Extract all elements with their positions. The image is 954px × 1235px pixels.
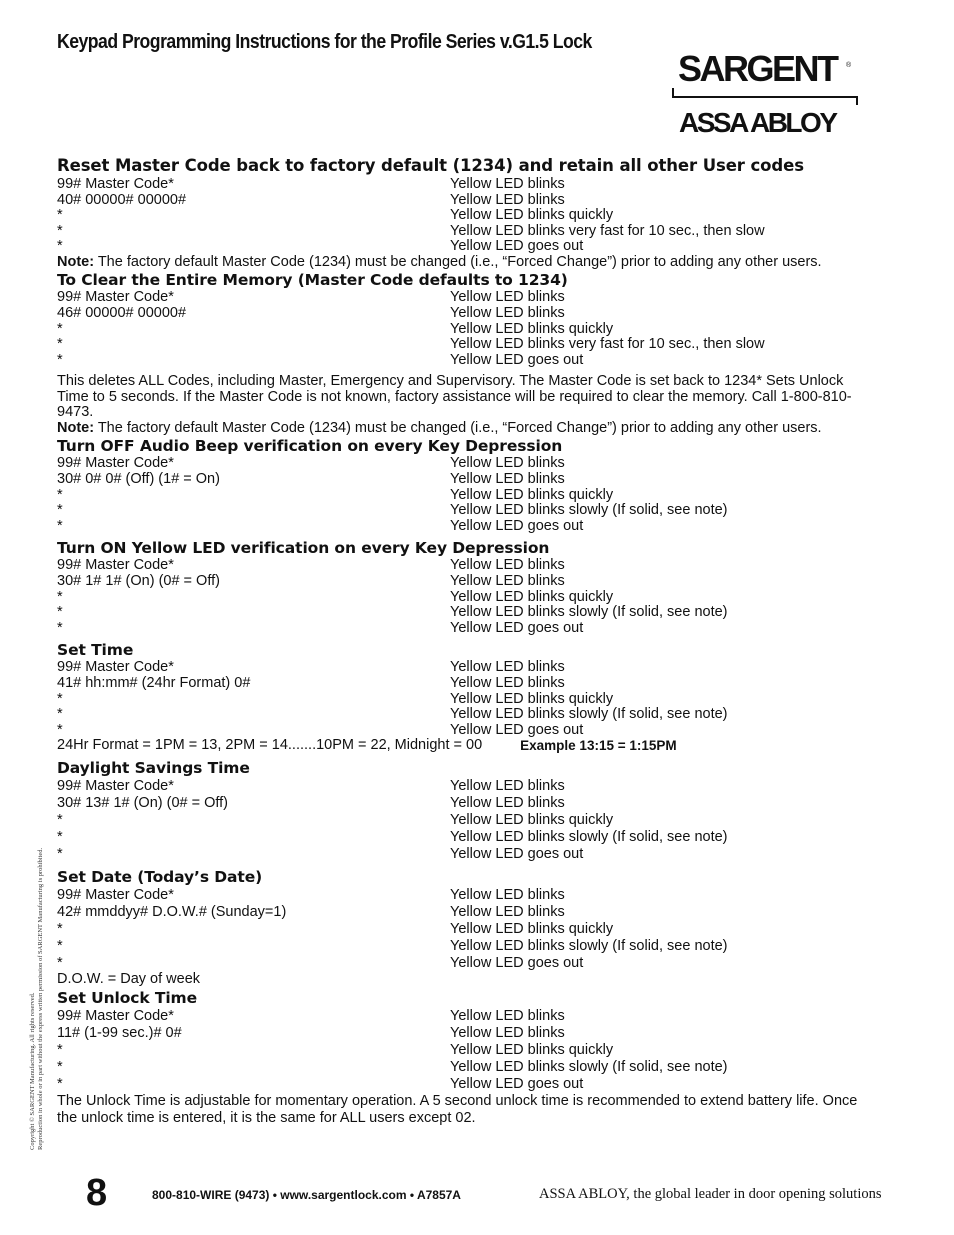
step-result: Yellow LED goes out <box>450 721 584 738</box>
step-result: Yellow LED blinks <box>450 794 565 811</box>
step-key: * <box>57 828 63 845</box>
step-key: * <box>57 502 63 519</box>
step-row <box>57 353 877 369</box>
step-row <box>57 239 877 255</box>
step-row <box>57 812 877 829</box>
section-title: Daylight Savings Time <box>57 758 250 777</box>
step-key: * <box>57 238 63 255</box>
step-result: Yellow LED goes out <box>450 238 584 255</box>
step-key: 30# 0# 0# (Off) (1# = On) <box>57 471 220 488</box>
step-result: Yellow LED blinks quickly <box>450 1041 614 1058</box>
step-row <box>57 955 877 972</box>
section-title: Turn OFF Audio Beep verification on every Key Depression <box>57 437 563 456</box>
step-row <box>57 1059 877 1076</box>
step-row <box>57 778 877 795</box>
step-row <box>57 829 877 846</box>
step-result: Yellow LED blinks quickly <box>450 486 614 503</box>
note <box>57 421 877 437</box>
step-key: * <box>57 920 63 937</box>
step-row <box>57 306 877 322</box>
step-key: 40# 00000# 00000# <box>57 191 187 208</box>
step-result: Yellow LED blinks quickly <box>450 811 614 828</box>
step-row <box>57 558 877 574</box>
section-title: To Clear the Entire Memory (Master Code defaults to 1234) <box>57 271 568 290</box>
step-result: Yellow LED goes out <box>450 619 584 636</box>
footer-slogan: ASSA ABLOY, the global leader in door opening solutions <box>539 1186 882 1202</box>
step-row <box>57 574 877 590</box>
step-row <box>57 519 877 535</box>
step-result: Yellow LED blinks slowly (If solid, see note) <box>450 604 728 621</box>
note-text: The factory default Master Code (1234) must be changed (i.e., “Forced Change”) prior to adding any other users. <box>94 419 822 436</box>
step-key: 99# Master Code* <box>57 289 174 306</box>
step-result: Yellow LED blinks very fast for 10 sec., then slow <box>450 222 765 239</box>
step-list <box>57 1008 877 1093</box>
step-key: 99# Master Code* <box>57 176 174 192</box>
step-row <box>57 488 877 504</box>
step-row <box>57 846 877 863</box>
note-label: Note: <box>57 419 95 436</box>
step-key: 30# 1# 1# (On) (0# = Off) <box>57 573 220 589</box>
step-key: * <box>57 811 63 828</box>
dow-note <box>57 972 877 988</box>
note-text: The factory default Master Code (1234) must be changed (i.e., “Forced Change”) prior to adding any other users. <box>94 253 822 270</box>
step-result: Yellow LED goes out <box>450 351 584 368</box>
step-row <box>57 224 877 240</box>
step-key: * <box>57 1041 63 1058</box>
step-result: Yellow LED blinks <box>450 471 565 488</box>
reproduction-line: Reproduction in whole or in part without the express written permission of SARGENT Manufacturing is prohibited. <box>37 847 44 1150</box>
step-row <box>57 322 877 338</box>
step-result: Yellow LED goes out <box>450 517 584 534</box>
step-row <box>57 1076 877 1093</box>
step-result: Yellow LED blinks slowly (If solid, see note) <box>450 1058 728 1075</box>
step-key: 99# Master Code* <box>57 1007 174 1024</box>
step-result: Yellow LED blinks slowly (If solid, see note) <box>450 937 728 954</box>
step-row <box>57 290 877 306</box>
step-list <box>57 290 877 368</box>
step-result: Yellow LED blinks slowly (If solid, see note) <box>450 502 728 519</box>
step-key: * <box>57 588 63 605</box>
step-key: * <box>57 604 63 621</box>
footer-contact: 800-810-WIRE (9473) • www.sargentlock.com • A7857A <box>152 1188 461 1202</box>
step-key: * <box>57 690 63 707</box>
step-row <box>57 1025 877 1042</box>
step-key: * <box>57 351 63 368</box>
step-key: 99# Master Code* <box>57 455 174 472</box>
step-key: * <box>57 706 63 723</box>
step-result: Yellow LED blinks quickly <box>450 920 614 937</box>
section-title: Set Date (Today’s Date) <box>57 867 263 886</box>
copyright-line: Copyright © SARGENT Manufacturing. All rights reserved. <box>29 992 36 1150</box>
step-row <box>57 904 877 921</box>
step-row <box>57 921 877 938</box>
step-row <box>57 795 877 812</box>
step-row <box>57 456 877 472</box>
section-title: Set Time <box>57 641 134 660</box>
step-key: * <box>57 845 63 862</box>
step-key: * <box>57 320 63 337</box>
registered-mark: ® <box>846 62 852 69</box>
step-result: Yellow LED blinks <box>450 886 565 903</box>
note-label: Note: <box>57 253 95 270</box>
step-row <box>57 660 877 676</box>
step-result: Yellow LED blinks <box>450 1024 565 1041</box>
step-key: * <box>57 336 63 353</box>
step-row <box>57 938 877 955</box>
time-format-text: 24Hr Format = 1PM = 13, 2PM = 14.......10PM = 22, Midnight = 00 <box>57 737 483 754</box>
time-example: Example 13:15 = 1:15PM <box>520 738 677 754</box>
page-number: 8 <box>86 1172 108 1214</box>
step-list <box>57 660 877 738</box>
step-result: Yellow LED blinks <box>450 557 565 574</box>
step-key: * <box>57 937 63 954</box>
step-row <box>57 590 877 606</box>
step-row <box>57 692 877 708</box>
step-result: Yellow LED goes out <box>450 954 584 971</box>
step-key: 42# mmddyy# D.O.W.# (Sunday=1) <box>57 903 287 920</box>
step-result: Yellow LED blinks <box>450 777 565 794</box>
step-key: * <box>57 222 63 239</box>
step-key: * <box>57 1058 63 1075</box>
step-list <box>57 778 877 863</box>
step-row <box>57 1008 877 1025</box>
step-key: 99# Master Code* <box>57 886 174 903</box>
step-key: * <box>57 1075 63 1092</box>
logo-parent-brand-text: ASSA ABLOY <box>679 107 836 138</box>
step-key: 30# 13# 1# (On) (0# = Off) <box>57 794 229 811</box>
step-row <box>57 723 877 739</box>
section-title: Reset Master Code back to factory default (1234) and retain all other User codes <box>57 156 804 175</box>
step-result: Yellow LED blinks <box>450 191 565 208</box>
step-list <box>57 177 877 255</box>
step-result: Yellow LED blinks <box>450 903 565 920</box>
logo-divider <box>672 96 858 98</box>
step-result: Yellow LED goes out <box>450 1075 584 1092</box>
step-key: 11# (1-99 sec.)# 0# <box>57 1024 182 1041</box>
dow-note-text: D.O.W. = Day of week <box>57 970 201 987</box>
step-result: Yellow LED blinks quickly <box>450 320 614 337</box>
step-list <box>57 558 877 636</box>
logo-brand-text: SARGENT <box>678 48 837 89</box>
step-key: 41# hh:mm# (24hr Format) 0# <box>57 674 251 691</box>
step-result: Yellow LED blinks <box>450 176 565 192</box>
step-result: Yellow LED blinks quickly <box>450 690 614 707</box>
step-result: Yellow LED blinks quickly <box>450 207 614 224</box>
step-list <box>57 456 877 534</box>
section-paragraph: This deletes ALL Codes, including Master, Emergency and Supervisory. The Master Code is set back to 1234* Sets Unlock Time to 5 seconds. If the Master Code is not known, factory assistance will be required to clear the memory. Call 1-800-810-9473. <box>57 373 852 421</box>
step-result: Yellow LED blinks <box>450 659 565 676</box>
step-result: Yellow LED blinks <box>450 674 565 691</box>
time-format-note <box>57 738 877 754</box>
step-key: * <box>57 207 63 224</box>
step-key: 99# Master Code* <box>57 659 174 676</box>
step-row <box>57 177 877 193</box>
page-title: Keypad Programming Instructions for the Profile Series v.G1.5 Lock <box>57 30 592 53</box>
step-result: Yellow LED blinks <box>450 455 565 472</box>
section-title: Turn ON Yellow LED verification on every Key Depression <box>57 539 550 558</box>
step-key: * <box>57 486 63 503</box>
step-key: 46# 00000# 00000# <box>57 305 187 322</box>
step-key: * <box>57 517 63 534</box>
note <box>57 255 877 271</box>
instructions-content <box>57 155 877 1127</box>
logo-divider-tick-right <box>856 96 858 105</box>
step-key: 99# Master Code* <box>57 777 174 794</box>
step-row <box>57 605 877 621</box>
step-row <box>57 472 877 488</box>
section-paragraph: The Unlock Time is adjustable for momentary operation. A 5 second unlock time is recommended to extend battery life. Once the unlock time is entered, it is the same for ALL users except 02. <box>57 1092 858 1126</box>
copyright-notice <box>29 770 45 1150</box>
section-title: Set Unlock Time <box>57 988 198 1007</box>
step-result: Yellow LED blinks slowly (If solid, see note) <box>450 706 728 723</box>
step-row <box>57 503 877 519</box>
step-result: Yellow LED goes out <box>450 845 584 862</box>
step-result: Yellow LED blinks <box>450 573 565 589</box>
step-result: Yellow LED blinks slowly (If solid, see note) <box>450 828 728 845</box>
step-row <box>57 887 877 904</box>
step-row <box>57 193 877 209</box>
step-key: * <box>57 721 63 738</box>
step-key: * <box>57 619 63 636</box>
step-row <box>57 707 877 723</box>
step-row <box>57 676 877 692</box>
step-row <box>57 621 877 637</box>
step-row <box>57 1042 877 1059</box>
step-result: Yellow LED blinks quickly <box>450 588 614 605</box>
step-result: Yellow LED blinks <box>450 305 565 322</box>
step-result: Yellow LED blinks <box>450 289 565 306</box>
step-list <box>57 887 877 972</box>
step-row <box>57 337 877 353</box>
step-result: Yellow LED blinks very fast for 10 sec., then slow <box>450 336 765 353</box>
step-row <box>57 208 877 224</box>
step-result: Yellow LED blinks <box>450 1007 565 1024</box>
step-key: * <box>57 954 63 971</box>
step-key: 99# Master Code* <box>57 557 174 574</box>
